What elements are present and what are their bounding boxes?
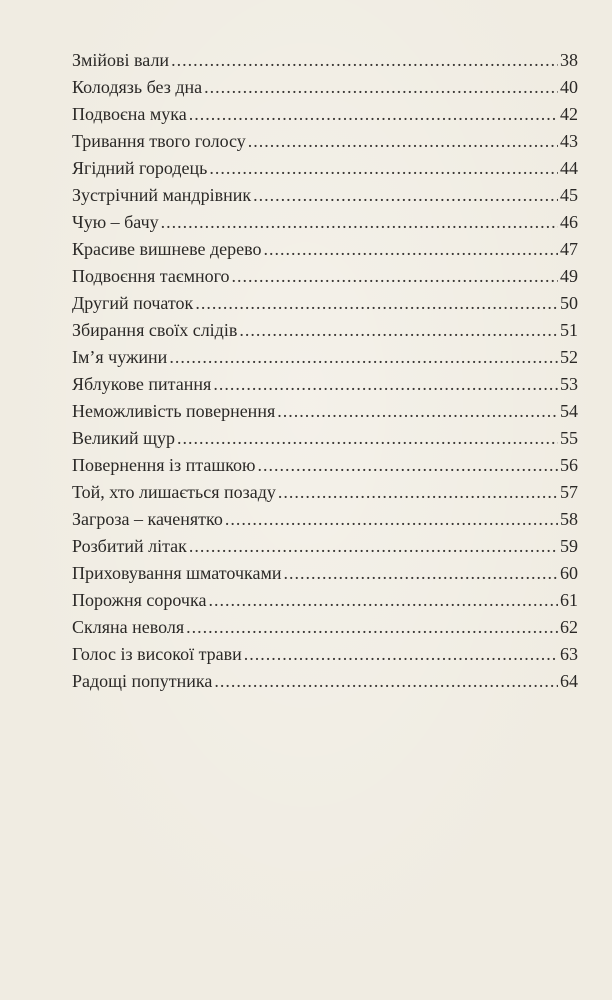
toc-entry-page-number: 63 — [560, 644, 578, 664]
dot-leader — [209, 158, 558, 179]
toc-entry-title: Другий початок — [72, 293, 194, 313]
toc-entry-title: Красиве вишневе дерево — [72, 239, 262, 259]
dot-leader — [277, 401, 558, 422]
toc-entry-page-number: 44 — [560, 158, 578, 178]
toc-entry-page-number: 52 — [560, 347, 578, 367]
toc-entry-page-number: 59 — [560, 536, 578, 556]
toc-entry — [72, 509, 578, 536]
dot-leader — [248, 131, 558, 152]
dot-leader — [171, 50, 558, 71]
toc-entry-page-number: 49 — [560, 266, 578, 286]
toc-entry-title: Подвоєна мука — [72, 104, 187, 124]
toc-entry-page-number: 55 — [560, 428, 578, 448]
toc-entry-title: Великий щур — [72, 428, 175, 448]
toc-entry — [72, 428, 578, 455]
toc-entry-title: Ім’я чужини — [72, 347, 168, 367]
toc-entry — [72, 401, 578, 428]
dot-leader — [204, 77, 558, 98]
toc-entry — [72, 617, 578, 644]
toc-entry — [72, 374, 578, 401]
toc-entry-title: Загроза – каченятко — [72, 509, 223, 529]
toc-entry — [72, 590, 578, 617]
toc-entry-title: Змійові вали — [72, 50, 170, 70]
toc-entry-title: Голос із високої трави — [72, 644, 242, 664]
dot-leader — [264, 239, 558, 260]
toc-entry-title: Чую – бачу — [72, 212, 159, 232]
toc-entry-title: Радощі попутника — [72, 671, 213, 691]
toc-entry — [72, 536, 578, 563]
toc-entry — [72, 347, 578, 374]
toc-entry-page-number: 60 — [560, 563, 578, 583]
toc-entry-title: Той, хто лишається позаду — [72, 482, 276, 502]
toc-entry-page-number: 50 — [560, 293, 578, 313]
toc-entry — [72, 266, 578, 293]
toc-entry-page-number: 47 — [560, 239, 578, 259]
dot-leader — [186, 617, 558, 638]
table-of-contents — [72, 50, 578, 698]
dot-leader — [214, 671, 558, 692]
dot-leader — [225, 509, 558, 530]
toc-entry-title: Приховування шматочками — [72, 563, 282, 583]
toc-entry-page-number: 46 — [560, 212, 578, 232]
dot-leader — [239, 320, 558, 341]
toc-entry-title: Скляна неволя — [72, 617, 185, 637]
dot-leader — [208, 590, 558, 611]
toc-entry-title: Ягідний городець — [72, 158, 208, 178]
dot-leader — [195, 293, 558, 314]
toc-entry-page-number: 43 — [560, 131, 578, 151]
dot-leader — [161, 212, 558, 233]
toc-entry-page-number: 56 — [560, 455, 578, 475]
dot-leader — [258, 455, 558, 476]
toc-entry-title: Збирання своїх слідів — [72, 320, 238, 340]
dot-leader — [169, 347, 558, 368]
toc-entry-page-number: 61 — [560, 590, 578, 610]
toc-entry — [72, 104, 578, 131]
dot-leader — [244, 644, 558, 665]
toc-entry — [72, 293, 578, 320]
toc-entry-page-number: 51 — [560, 320, 578, 340]
dot-leader — [189, 104, 558, 125]
toc-entry-title: Порожня сорочка — [72, 590, 207, 610]
toc-entry-title: Неможливість повернення — [72, 401, 276, 421]
dot-leader — [253, 185, 558, 206]
toc-entry-page-number: 62 — [560, 617, 578, 637]
dot-leader — [177, 428, 558, 449]
toc-entry-page-number: 40 — [560, 77, 578, 97]
toc-entry-page-number: 54 — [560, 401, 578, 421]
dot-leader — [213, 374, 558, 395]
toc-entry-page-number: 45 — [560, 185, 578, 205]
toc-entry — [72, 212, 578, 239]
toc-entry-title: Повернення із пташкою — [72, 455, 256, 475]
toc-entry-title: Подвоєння таємного — [72, 266, 230, 286]
toc-entry-title: Колодязь без дна — [72, 77, 203, 97]
toc-entry — [72, 563, 578, 590]
toc-entry — [72, 185, 578, 212]
toc-entry — [72, 131, 578, 158]
toc-entry-page-number: 58 — [560, 509, 578, 529]
toc-entry — [72, 644, 578, 671]
dot-leader — [232, 266, 558, 287]
dot-leader — [278, 482, 558, 503]
toc-entry — [72, 482, 578, 509]
toc-entry-title: Яблукове питання — [72, 374, 212, 394]
toc-entry — [72, 77, 578, 104]
toc-entry-page-number: 53 — [560, 374, 578, 394]
toc-entry-page-number: 57 — [560, 482, 578, 502]
toc-entry — [72, 455, 578, 482]
toc-entry-title: Розбитий літак — [72, 536, 187, 556]
toc-entry — [72, 320, 578, 347]
dot-leader — [283, 563, 558, 584]
toc-entry — [72, 671, 578, 698]
toc-entry-title: Зустрічний мандрівник — [72, 185, 252, 205]
toc-entry-page-number: 42 — [560, 104, 578, 124]
toc-entry-title: Тривання твого голосу — [72, 131, 246, 151]
dot-leader — [189, 536, 558, 557]
toc-entry-page-number: 38 — [560, 50, 578, 70]
toc-entry — [72, 239, 578, 266]
toc-entry-page-number: 64 — [560, 671, 578, 691]
toc-entry — [72, 158, 578, 185]
toc-entry — [72, 50, 578, 77]
